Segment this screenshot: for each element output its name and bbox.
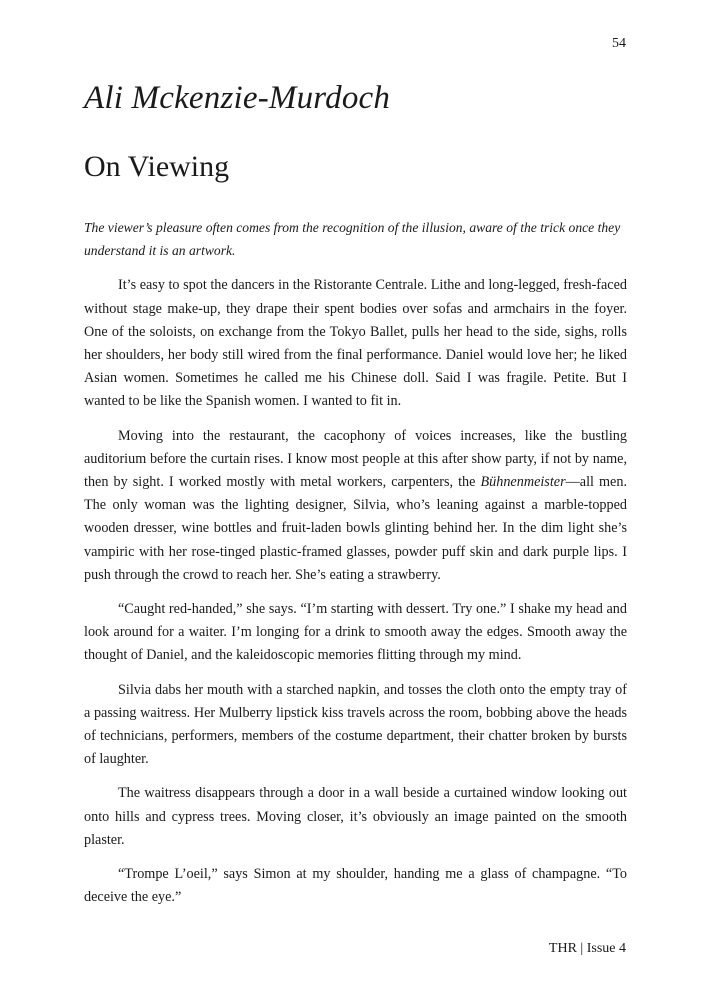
story-title: On Viewing	[84, 150, 230, 183]
paragraph-6: “Trompe L’oeil,” says Simon at my shoulder, handing me a glass of champagne. “To deceive the eye.”	[84, 866, 627, 906]
story-body	[84, 216, 627, 920]
footer-issue: THR | Issue 4	[548, 941, 626, 956]
paragraph-5: The waitress disappears through a door in a wall beside a curtained window looking out onto hills and cypress trees. Moving closer, it’s obviously an image painted on the smooth plaster.	[84, 785, 627, 848]
paragraph-3: “Caught red-handed,” she says. “I’m starting with dessert. Try one.” I shake my head and look around for a waiter. I’m longing for a drink to smooth away the edges. Smooth away the thought of Daniel, and the kaleidoscopic memories flitting through my mind.	[84, 601, 627, 664]
paragraph-2	[84, 425, 627, 587]
paragraph-1: It’s easy to spot the dancers in the Ristorante Centrale. Lithe and long-legged, fresh-faced without stage make-up, they drape their spent bodies over sofas and armchairs in the foyer. One of the soloists, on exchange from the Tokyo Ballet, pulls her head to the side, sighs, rolls her shoulders, her body still wired from the final performance. Daniel would love her; he liked Asian women. Sometimes he called me his Chinese doll. Said I was fragile. Petite. But I wanted to be like the Spanish women. I wanted to fit in.	[84, 277, 627, 410]
paragraph-4: Silvia dabs her mouth with a starched napkin, and tosses the cloth onto the empty tray of a passing waitress. Her Mulberry lipstick kiss travels across the room, bobbing above the heads of technicians, performers, members of the costume department, their chatter broken by bursts of laughter.	[84, 681, 627, 768]
paragraph-2-part-2: —all men. The only woman was the lighting designer, Silvia, who’s leaning against a marble-topped wooden dresser, wine bottles and fruit-laden bowls glinting behind her. In the dim light she’s vampiric with her rose-tinged plastic-framed glasses, powder puff skin and dark purple lips. I push through the crowd to reach her. She’s eating a strawberry.	[84, 474, 627, 583]
epigraph: The viewer’s pleasure often comes from the recognition of the illusion, aware of the trick once they understand it is an artwork.	[84, 220, 621, 259]
paragraph-2-part-1: Moving into the restaurant, the cacophony of voices increases, like the bustling auditorium before the curtain rises. I know most people at this after show party, if not by name, then by sight. I worked mostly with metal workers, carpenters, the	[84, 427, 627, 491]
author-name: Ali Mckenzie-Murdoch	[84, 80, 391, 116]
emphasis-buhnenmeister: Bühnenmeister	[480, 474, 566, 491]
page-number: 54	[612, 36, 626, 51]
